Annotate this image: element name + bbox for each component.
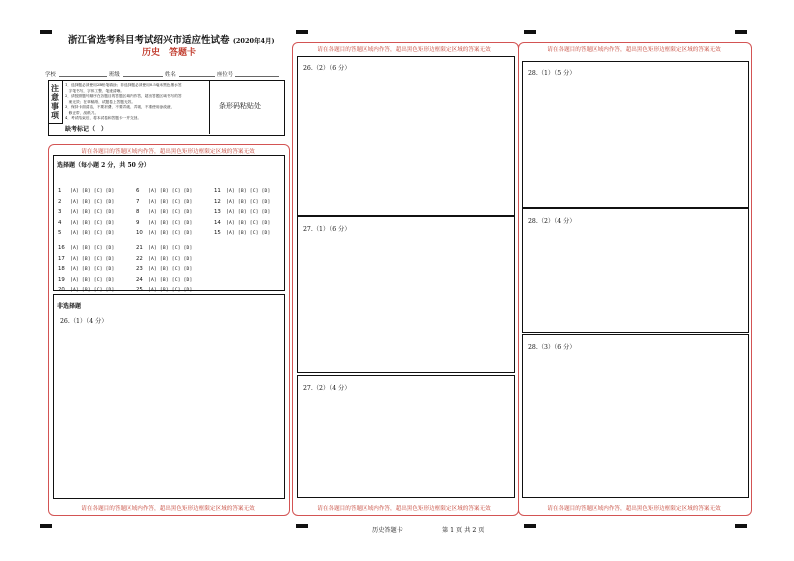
school-field[interactable] [59,76,107,77]
mc-question-row[interactable] [214,219,271,238]
seat-label: 座位号 [217,72,234,78]
q28-1-box[interactable] [522,61,749,208]
mc-options[interactable]: [A] [B] [C] [D] [226,220,271,226]
q27-1-box[interactable] [297,216,515,373]
mc-options[interactable]: [A] [B] [C] [D] [70,220,115,226]
card-subtitle: 历史 答题卡 [142,48,197,58]
q26-2-box[interactable] [297,56,515,216]
alignment-mark [735,524,747,528]
mc-question-number: 7 [136,198,140,205]
mc-options[interactable]: [A] [B] [C] [D] [70,246,115,251]
mc-options[interactable]: [A] [B] [C] [D] [148,267,193,273]
mc-question-number: 10 [136,230,143,237]
mc-options[interactable]: [A] [B] [C] [D] [70,267,115,273]
mc-options[interactable]: [A] [B] [C] [D] [70,199,115,205]
mc-options[interactable]: [A] [B] [C] [D] [70,231,115,237]
mc-options[interactable]: [A] [B] [C] [D] [148,199,193,205]
q28-2-label: 28.（2）（4 分） [528,218,576,225]
mc-question-number: 4 [58,219,62,226]
nonmc-section [53,294,285,499]
footer-left: 历史答题卡 [372,527,403,534]
seat-field[interactable] [235,76,279,77]
mc-options[interactable]: [A] [B] [C] [D] [70,277,115,283]
mc-question-number: 9 [136,219,140,226]
nonmc-title: 非选择题 [57,303,82,310]
notice-text [65,83,205,122]
mc-question-number: 17 [58,255,65,262]
alignment-mark [296,524,308,528]
alignment-mark [524,30,536,34]
alignment-mark [296,30,308,34]
mc-options[interactable]: [A] [B] [C] [D] [148,256,193,262]
warning-text: 请在各题目的答题区域内作答，超出黑色矩形边框限定区域的答案无效 [317,506,491,512]
mc-question-number: 11 [214,188,221,194]
mc-options[interactable]: [A] [B] [C] [D] [148,231,193,237]
mc-options[interactable]: [A] [B] [C] [D] [148,189,193,194]
notice-line: 字笔书写，字体工整、笔迹清晰。 [65,88,124,93]
mc-question-number: 12 [214,198,221,205]
mc-options[interactable]: [A] [B] [C] [D] [226,210,271,216]
warning-text: 请在各题目的答题区域内作答，超出黑色矩形边框限定区域的答案无效 [547,47,721,53]
mc-question-row[interactable] [58,276,115,295]
q28-3-box[interactable] [522,334,749,498]
notice-line: 修正带、刮纸刀。 [65,110,99,115]
barcode-label: 条形码粘贴处 [219,102,261,110]
warning-text: 请在各题目的答题区域内作答，超出黑色矩形边框限定区域的答案无效 [317,47,491,53]
mc-question-number: 2 [58,198,62,205]
mc-question-number: 15 [214,230,221,237]
mc-options[interactable]: [A] [B] [C] [D] [226,231,271,237]
notice-line: 2．请按照题号顺序在各题目的答题区域内作答，超出答题区域书写的答 [65,94,182,98]
mc-options[interactable]: [A] [B] [C] [D] [148,246,193,251]
q26-2-label: 26.（2）（6 分） [303,65,351,72]
mc-options[interactable]: [A] [B] [C] [D] [70,288,115,294]
name-label: 姓名 [165,72,176,78]
mc-options[interactable]: [A] [B] [C] [D] [226,189,271,194]
mc-question-number: 23 [136,266,143,273]
warning-text: 请在各题目的答题区域内作答，超出黑色矩形边框限定区域的答案无效 [547,506,721,512]
mc-options[interactable]: [A] [B] [C] [D] [148,277,193,283]
mc-question-number: 19 [58,276,65,283]
warning-text: 请在各题目的答题区域内作答，超出黑色矩形边框限定区域的答案无效 [81,149,255,155]
mc-question-number: 25 [136,287,143,294]
mc-question-number: 21 [136,245,143,251]
info-row [45,70,280,78]
mc-question-number: 14 [214,219,221,226]
page-indicator: 第 1 页 共 2 页 [442,527,485,534]
mc-title: 选择题（每小题 2 分，共 50 分） [57,162,150,169]
class-field[interactable] [123,76,163,77]
notice-line: 4．考试结束后，将本试卷和答题卡一并交回。 [65,116,142,120]
mc-question-row[interactable] [136,276,193,295]
q28-3-label: 28.（3）（6 分） [528,344,576,351]
mc-options[interactable]: [A] [B] [C] [D] [226,199,271,205]
mc-options[interactable]: [A] [B] [C] [D] [70,256,115,262]
mc-options[interactable]: [A] [B] [C] [D] [148,288,193,294]
mc-section [53,155,285,294]
exam-date: (2020年4月) [232,37,275,45]
school-label: 学校 [45,72,56,78]
alignment-mark [40,30,52,34]
q27-1-label: 27.（1）（6 分） [303,226,351,233]
mc-options[interactable]: [A] [B] [C] [D] [148,210,193,216]
mc-options[interactable]: [A] [B] [C] [D] [148,220,193,226]
class-label: 班级 [109,72,120,78]
mc-question-number: 20 [58,287,65,294]
q28-2-box[interactable] [522,208,749,333]
absent-mark[interactable]: 缺考标记（ ） [65,126,108,133]
notice-label: 注意事项 [51,83,59,120]
exam-title-text: 浙江省选考科目考试绍兴市适应性试卷 [68,35,230,46]
warning-text: 请在各题目的答题区域内作答，超出黑色矩形边框限定区域的答案无效 [81,506,255,512]
mc-question-number: 1 [58,188,62,194]
notice-box [48,80,285,136]
alignment-mark [735,30,747,34]
mc-question-number: 6 [136,188,140,194]
mc-question-number: 13 [214,209,221,216]
name-field[interactable] [179,76,215,77]
mc-question-number: 24 [136,276,143,283]
mc-options[interactable]: [A] [B] [C] [D] [70,210,115,216]
exam-title [68,32,275,46]
notice-line: 案无效；在草稿纸、试题卷上答题无效。 [65,99,136,104]
q26-1-label: 26.（1）（4 分） [60,318,108,325]
q27-2-box[interactable] [297,375,515,498]
q27-2-label: 27.（2）（4 分） [303,385,351,392]
mc-question-number: 18 [58,266,65,273]
mc-question-number: 5 [58,230,62,237]
notice-line: 1．选择题必须使用2B铅笔填涂；非选择题必须使用0.5毫米黑色墨水签 [65,83,182,87]
alignment-mark [40,524,52,528]
mc-question-number: 8 [136,209,140,216]
mc-question-number: 22 [136,255,143,262]
mc-options[interactable]: [A] [B] [C] [D] [70,189,115,194]
notice-line: 3．保持卡面清洁，不要折叠、不要弄破、弄皱，不准使用涂改液、 [65,105,175,109]
mc-question-number: 16 [58,245,65,251]
alignment-mark [524,524,536,528]
q28-1-label: 28.（1）（5 分） [528,70,576,77]
mc-question-number: 3 [58,209,62,216]
